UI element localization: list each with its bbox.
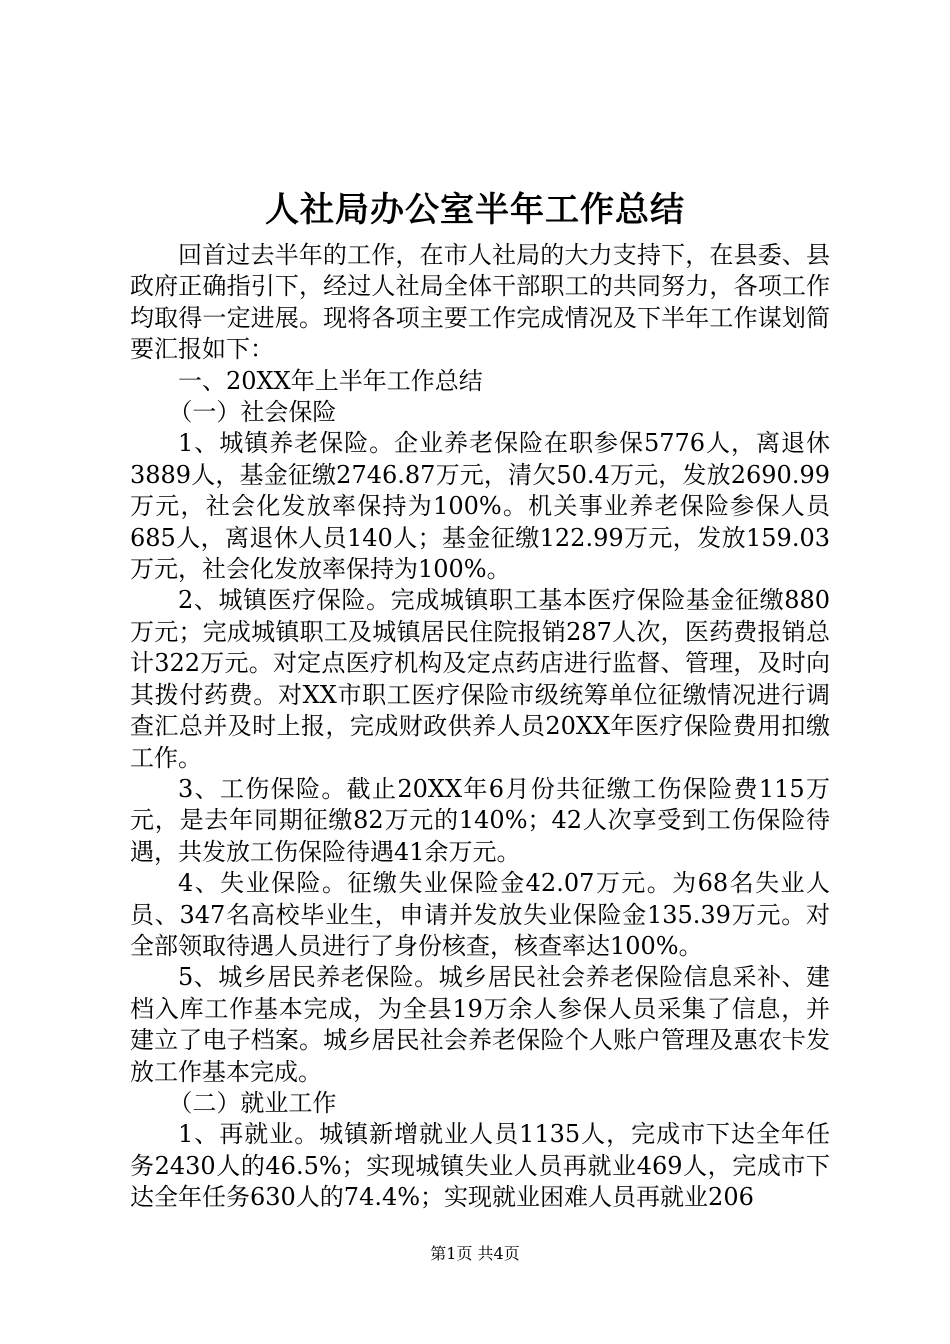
subsection-heading-social-insurance: （一）社会保险	[168, 398, 337, 427]
page-footer: 第1页 共4页	[430, 1244, 520, 1263]
paragraph-reemployment: 1、再就业。城镇新增就业人员1135人，完成市下达全年任务2430人的46.5%；实现城镇失业人员再就业469人，完成市下达全年任务630人的74.4%；实现就业困难人员再就业206	[130, 1120, 830, 1212]
paragraph-resident-pension: 5、城乡居民养老保险。城乡居民社会养老保险信息采补、建档入库工作基本完成，为全县19万余人参保人员采集了信息，并建立了电子档案。城乡居民社会养老保险个人账户管理及惠农卡发放工作基本完成。	[130, 963, 830, 1086]
section-heading-1: 一、20XX年上半年工作总结	[178, 366, 483, 395]
paragraph-medical-insurance: 2、城镇医疗保险。完成城镇职工基本医疗保险基金征缴880万元；完成城镇职工及城镇居民住院报销287人次，医药费报销总计322万元。对定点医疗机构及定点药店进行监督、管理，及时向其拨付药费。对XX市职工医疗保险市级统筹单位征缴情况进行调查汇总并及时上报，完成财政供养人员20XX年医疗保险费用扣缴工作。	[130, 586, 830, 772]
subsection-heading-employment: （二）就业工作	[168, 1088, 337, 1117]
document-body	[130, 240, 830, 1214]
document-title: 人社局办公室半年工作总结	[265, 190, 685, 230]
paragraph-injury-insurance: 3、工伤保险。截止20XX年6月份共征缴工伤保险费115万元，是去年同期征缴82万元的140%；42人次享受到工伤保险待遇，共发放工伤保险待遇41余万元。	[130, 774, 830, 866]
intro-paragraph: 回首过去半年的工作，在市人社局的大力支持下，在县委、县政府正确指引下，经过人社局全体干部职工的共同努力，各项工作均取得一定进展。现将各项主要工作完成情况及下半年工作谋划简要汇报如下：	[130, 241, 830, 364]
paragraph-unemployment-insurance: 4、失业保险。征缴失业保险金42.07万元。为68名失业人员、347名高校毕业生，申请并发放失业保险金135.39万元。对全部领取待遇人员进行了身份核查，核查率达100%。	[130, 869, 830, 960]
paragraph-pension-insurance: 1、城镇养老保险。企业养老保险在职参保5776人，离退休3889人，基金征缴2746.87万元，清欠50.4万元，发放2690.99万元，社会化发放率保持为100%。机关事业养老保险参保人员685人，离退休人员140人；基金征缴122.99万元，发放159.03万元，社会化发放率保持为100%。	[130, 429, 830, 584]
